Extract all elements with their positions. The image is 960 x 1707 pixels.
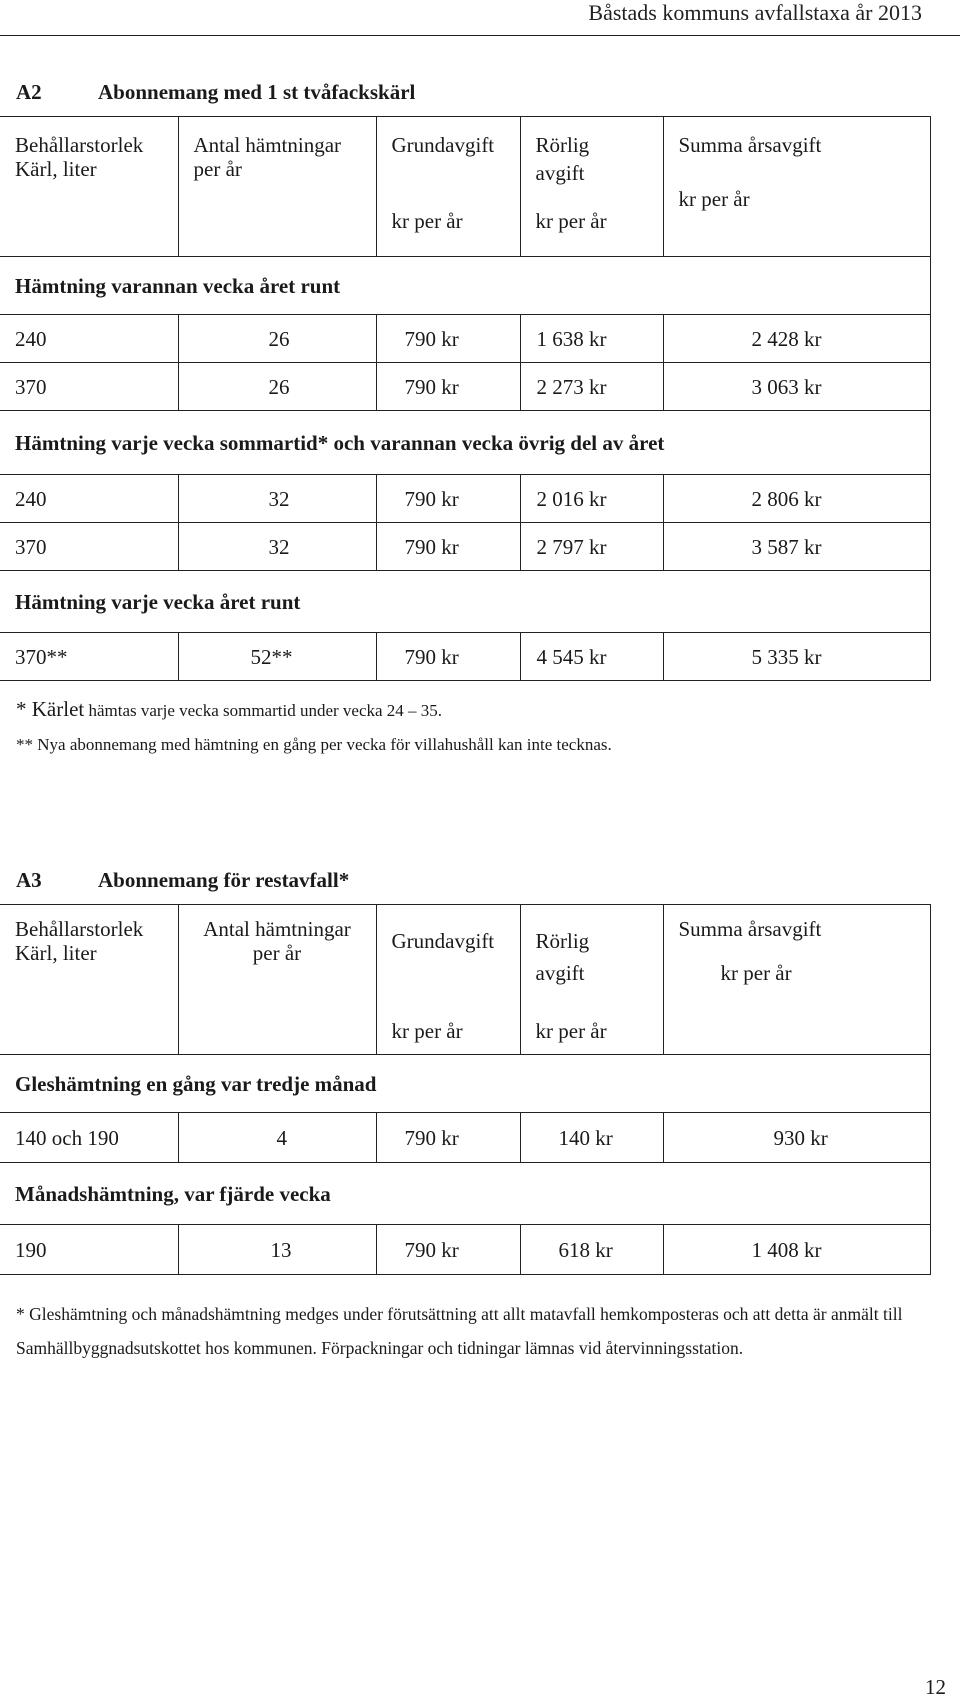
cell-variable-fee: 4 545 kr xyxy=(520,633,663,681)
section-a2-heading xyxy=(16,80,415,105)
a3-col-count-header xyxy=(178,905,376,1055)
a2-col-count-header xyxy=(178,117,376,257)
cell-variable-fee: 2 273 kr xyxy=(520,363,663,411)
cell-total-fee: 1 408 kr xyxy=(663,1225,930,1275)
a2-col-total-header xyxy=(663,117,930,257)
a3-col-variable-header xyxy=(520,905,663,1055)
a2-col-size-line2: Kärl, liter xyxy=(15,157,97,181)
a2-col-base-line1: Grundavgift xyxy=(391,133,495,157)
a2-col-size-header xyxy=(0,117,178,257)
a3-col-size-line2: Kärl, liter xyxy=(15,941,97,965)
cell-variable-fee: 140 kr xyxy=(520,1113,663,1163)
a2-col-base-unit: kr per år xyxy=(391,209,463,233)
table-row xyxy=(0,315,930,363)
a3-group-label: Gleshämtning en gång var tredje månad xyxy=(0,1055,930,1113)
page-number: 12 xyxy=(925,1675,946,1699)
a3-col-total-line2: kr per år xyxy=(720,961,792,985)
section-a2-title: Abonnemang med 1 st tvåfackskärl xyxy=(98,80,416,104)
section-a2-code: A2 xyxy=(16,80,42,104)
a2-col-base-header xyxy=(376,117,520,257)
a2-col-total-line1: Summa årsavgift xyxy=(678,133,822,157)
a2-col-total-unit: kr per år xyxy=(678,187,750,211)
cell-count: 32 xyxy=(178,523,376,571)
a2-col-variable-line1: Rörlig xyxy=(535,133,590,157)
a3-col-variable-line2: avgift xyxy=(535,961,585,985)
cell-total-fee: 5 335 kr xyxy=(663,633,930,681)
a3-group-2-row xyxy=(0,1163,930,1225)
page-header-title: Båstads kommuns avfallstaxa år 2013 xyxy=(588,0,922,25)
cell-base-fee: 790 kr xyxy=(376,633,520,681)
table-row xyxy=(0,523,930,571)
cell-count: 26 xyxy=(178,315,376,363)
table-row xyxy=(0,475,930,523)
cell-base-fee: 790 kr xyxy=(376,363,520,411)
table-row xyxy=(0,363,930,411)
cell-size: 240 xyxy=(0,475,178,523)
cell-total-fee: 2 806 kr xyxy=(663,475,930,523)
cell-size: 240 xyxy=(0,315,178,363)
a3-col-size-header xyxy=(0,905,178,1055)
a2-col-variable-unit: kr per år xyxy=(535,209,607,233)
cell-size: 370 xyxy=(0,523,178,571)
a2-header-row xyxy=(0,117,930,257)
table-row xyxy=(0,1225,930,1275)
a2-table xyxy=(0,116,931,681)
a2-note-1-text: hämtas varje vecka sommartid under vecka 24 – 35. xyxy=(84,701,443,720)
cell-variable-fee: 2 797 kr xyxy=(520,523,663,571)
cell-total-fee: 3 063 kr xyxy=(663,363,930,411)
a2-note-2: ** Nya abonnemang med hämtning en gång per vecka för villahushåll kan inte tecknas. xyxy=(16,735,612,754)
cell-count: 26 xyxy=(178,363,376,411)
cell-count: 13 xyxy=(178,1225,376,1275)
cell-count: 32 xyxy=(178,475,376,523)
cell-base-fee: 790 kr xyxy=(376,475,520,523)
a2-group-label: Hämtning varje vecka sommartid* och varannan vecka övrig del av året xyxy=(0,411,930,475)
a3-table xyxy=(0,904,931,1275)
cell-base-fee: 790 kr xyxy=(376,1113,520,1163)
a2-group-3-row xyxy=(0,571,930,633)
a3-col-variable-line1: Rörlig xyxy=(535,929,590,953)
cell-total-fee: 930 kr xyxy=(663,1113,930,1163)
cell-size: 140 och 190 xyxy=(0,1113,178,1163)
header-rule xyxy=(0,35,960,36)
a3-group-label: Månadshämtning, var fjärde vecka xyxy=(0,1163,930,1225)
a2-note-1 xyxy=(16,698,442,722)
cell-total-fee: 3 587 kr xyxy=(663,523,930,571)
cell-size: 370** xyxy=(0,633,178,681)
cell-count: 4 xyxy=(178,1113,376,1163)
cell-base-fee: 790 kr xyxy=(376,315,520,363)
cell-variable-fee: 2 016 kr xyxy=(520,475,663,523)
a2-col-count-line1: Antal hämtningar xyxy=(193,133,342,157)
a2-group-2-row xyxy=(0,411,930,475)
a3-col-count-line2: per år xyxy=(252,941,302,965)
table-row xyxy=(0,1113,930,1163)
a2-note-1-lead: * Kärlet xyxy=(16,697,85,721)
a3-col-count-line1: Antal hämtningar xyxy=(203,917,351,941)
cell-variable-fee: 618 kr xyxy=(520,1225,663,1275)
section-a3-heading xyxy=(16,868,349,893)
a2-col-variable-header xyxy=(520,117,663,257)
a3-header-row xyxy=(0,905,930,1055)
a2-col-count-line2: per år xyxy=(193,157,242,181)
a3-col-base-header xyxy=(376,905,520,1055)
a3-col-size-line1: Behållarstorlek xyxy=(15,917,144,941)
a3-group-1-row xyxy=(0,1055,930,1113)
a2-col-variable-line2: avgift xyxy=(535,161,585,185)
a3-col-base-line1: Grundavgift xyxy=(391,929,495,953)
a3-col-base-unit: kr per år xyxy=(391,1019,463,1043)
a3-col-variable-unit: kr per år xyxy=(535,1019,607,1043)
a2-group-1-row xyxy=(0,257,930,315)
a3-col-total-line1: Summa årsavgift xyxy=(678,917,822,941)
cell-total-fee: 2 428 kr xyxy=(663,315,930,363)
a2-group-label: Hämtning varje vecka året runt xyxy=(0,571,930,633)
a2-col-size-line1: Behållarstorlek xyxy=(15,133,144,157)
cell-base-fee: 790 kr xyxy=(376,1225,520,1275)
cell-count: 52** xyxy=(178,633,376,681)
section-a3-code: A3 xyxy=(16,868,42,892)
a2-group-label: Hämtning varannan vecka året runt xyxy=(0,257,930,315)
section-a3-title: Abonnemang för restavfall* xyxy=(98,868,350,892)
cell-base-fee: 790 kr xyxy=(376,523,520,571)
cell-size: 190 xyxy=(0,1225,178,1275)
cell-variable-fee: 1 638 kr xyxy=(520,315,663,363)
a3-note: * Gleshämtning och månadshämtning medges under förutsättning att allt matavfall hemkomposteras och att detta är anmält till Samhällbyggnadsutskottet hos kommunen. Förpackningar och tidningar lämnas vid återvinningsstation. xyxy=(16,1304,903,1358)
a3-col-total-header xyxy=(663,905,930,1055)
cell-size: 370 xyxy=(0,363,178,411)
table-row xyxy=(0,633,930,681)
